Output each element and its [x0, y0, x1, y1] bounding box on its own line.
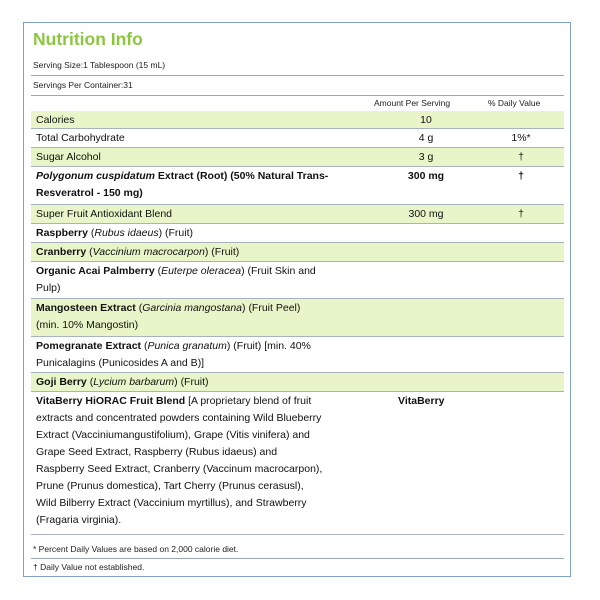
row-name: Goji Berry (Lycium barbarum) (Fruit)	[36, 376, 209, 388]
divider	[31, 75, 564, 76]
row-daily-value: †	[518, 151, 524, 163]
row-goji-berry	[31, 373, 564, 392]
panel-title: Nutrition Info	[33, 29, 143, 49]
row-amount: 300 mg	[407, 170, 445, 182]
row-amount: 300 mg	[408, 208, 444, 220]
row-mangosteen-extract	[31, 299, 564, 337]
row-cranberry	[31, 243, 564, 262]
row-name: Polygonum cuspidatum Extract (Root) (50% Natural Trans- Resveratrol - 150 mg)	[36, 170, 329, 199]
row-name: Raspberry (Rubus idaeus) (Fruit)	[36, 227, 194, 239]
nutrition-panel	[23, 22, 571, 577]
row-name: Calories	[36, 114, 75, 126]
servings-per-container: Servings Per Container:31	[33, 80, 133, 90]
scientific-name: Polygonum cuspidatum	[36, 170, 156, 182]
row-daily-value: †	[518, 208, 524, 220]
row-amount: 3 g	[418, 151, 434, 163]
row-name: Pomegranate Extract (Punica granatum) (Fruit) [min. 40% Punicalagins (Punicosides A and B)]	[36, 340, 311, 369]
divider	[31, 558, 564, 559]
row-name: VitaBerry HiORAC Fruit Blend [A proprietary blend of fruit extracts and concentrated powders containing Wild Blueberry Extract (Vacciniumangustifolium), Grape (Vitis vinifera) and Grape Seed Extract, Raspberry (Rubus idaeus) and Raspberry Seed Extract, Cranberry (Vaccinum macrocarpon), Prune (Prunus domestica), Tart Cherry (Prunus cerasusl), Wild Bilberry Extract (Vaccinium myrtillus), and Strawberry (Fragaria virginia).	[36, 395, 323, 526]
row-vitaberry-blend	[31, 392, 564, 535]
row-amount: VitaBerry	[398, 395, 445, 407]
row-amount: 4 g	[418, 132, 434, 144]
row-sugar-alcohol	[31, 148, 564, 167]
scientific-name: Rubus idaeus	[94, 227, 159, 239]
footnote-not-established: † Daily Value not established.	[33, 562, 145, 572]
scientific-name: Vaccinium macrocarpon	[92, 246, 205, 258]
row-total-carbohydrate	[31, 129, 564, 148]
nutrition-rows	[31, 111, 564, 535]
scientific-name: Punica granatum	[147, 340, 227, 352]
row-pomegranate-extract	[31, 337, 564, 373]
row-name: Total Carbohydrate	[36, 132, 125, 144]
column-header-daily-value: % Daily Value	[488, 98, 541, 108]
row-name: Sugar Alcohol	[36, 151, 101, 163]
row-raspberry	[31, 224, 564, 243]
row-name: Organic Acai Palmberry (Euterpe oleracea) (Fruit Skin and Pulp)	[36, 265, 316, 294]
row-polygonum-extract	[31, 167, 564, 205]
row-acai-palmberry	[31, 262, 564, 299]
scientific-name: Garcinia mangostana	[142, 302, 243, 314]
row-daily-value: †	[518, 170, 524, 182]
row-daily-value: 1%*	[511, 132, 531, 144]
scientific-name: Euterpe oleracea	[161, 265, 242, 277]
serving-size: Serving Size:1 Tablespoon (15 mL)	[33, 60, 166, 70]
scientific-name: Lycium barbarum	[93, 376, 175, 388]
footnote-daily-values: * Percent Daily Values are based on 2,000 calorie diet.	[33, 544, 239, 554]
row-super-fruit-blend	[31, 205, 564, 224]
column-header-amount: Amount Per Serving	[374, 98, 451, 108]
row-calories	[31, 111, 564, 129]
row-name: Super Fruit Antioxidant Blend	[36, 208, 172, 220]
divider	[31, 95, 564, 96]
row-name: Cranberry (Vaccinium macrocarpon) (Fruit)	[36, 246, 240, 258]
row-amount: 10	[420, 114, 432, 126]
row-name: Mangosteen Extract (Garcinia mangostana) (Fruit Peel) (min. 10% Mangostin)	[36, 302, 301, 331]
